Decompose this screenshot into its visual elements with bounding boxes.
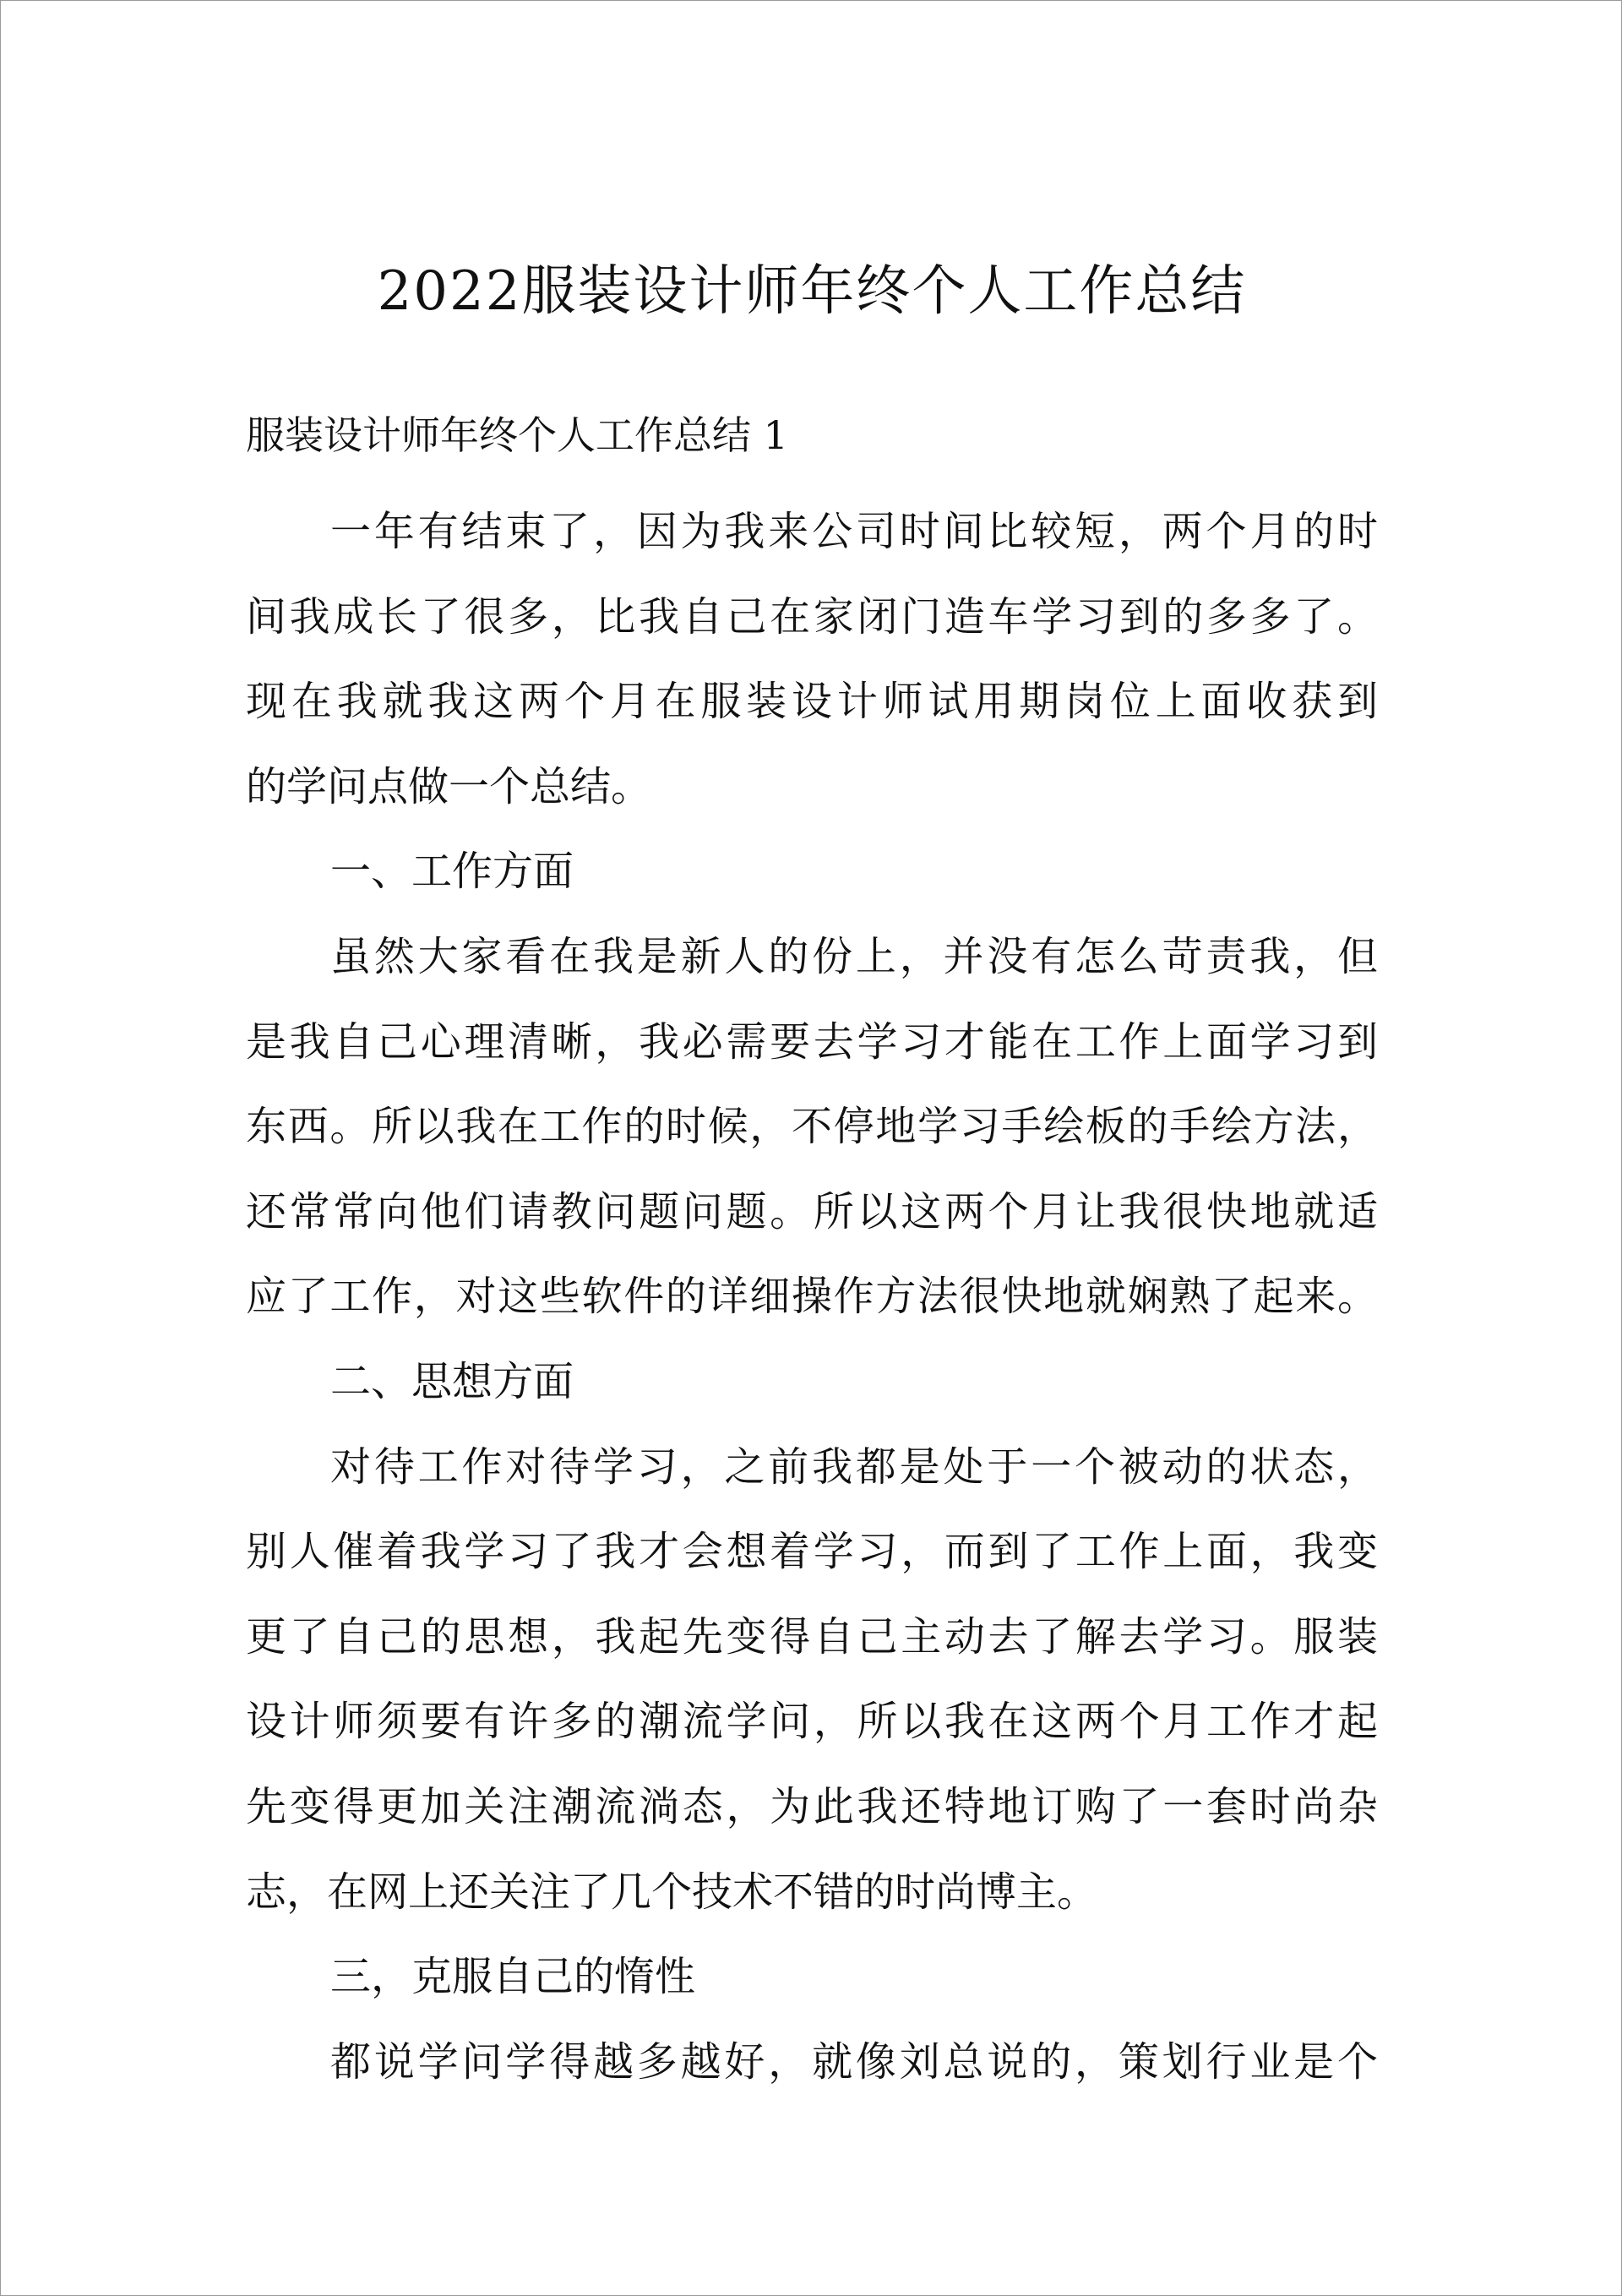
paragraph-line: 都说学问学得越多越好，就像刘总说的，策划行业是个 <box>330 2037 1378 2086</box>
document-body <box>246 489 1378 2104</box>
section-heading: 三，克服自己的惰性 <box>330 1953 696 2001</box>
paragraph-line: 东西。所以我在工作的时候，不停地学习手绘板的手绘方法， <box>246 1103 1378 1151</box>
section-heading: 二、思想方面 <box>330 1357 574 1405</box>
paragraph-line: 是我自己心理清晰，我必需要去学习才能在工作上面学习到 <box>246 1017 1378 1066</box>
document-title: 2022服装设计师年终个人工作总结 <box>377 260 1247 323</box>
paragraph-line: 先变得更加关注潮流淌态，为此我还特地订购了一套时尚杂 <box>246 1782 1378 1830</box>
paragraph-line: 还常常向他们请教问题问题。所以这两个月让我很快地就适 <box>246 1187 1378 1235</box>
paragraph-line: 志，在网上还关注了几个技术不错的时尚博主。 <box>246 1868 1098 1916</box>
paragraph-line: 间我成长了很多，比我自己在家闭门造车学习到的多多了。 <box>246 592 1378 641</box>
paragraph-line: 一年有结束了，因为我来公司时间比较短，两个月的时 <box>330 508 1378 555</box>
paragraph-line: 别人催着我学习了我才会想着学习，而到了工作上面，我变 <box>246 1528 1378 1576</box>
paragraph-line: 现在我就我这两个月在服装设计师试用期岗位上面收获到 <box>246 678 1378 726</box>
paragraph-line: 设计师须要有许多的潮流学问，所以我在这两个月工作才起 <box>246 1698 1378 1746</box>
section-heading: 一、工作方面 <box>330 848 574 896</box>
paragraph-line: 对待工作对待学习，之前我都是处于一个被动的状态， <box>330 1442 1378 1491</box>
document-subtitle: 服装设计师年终个人工作总结 1 <box>246 412 788 458</box>
paragraph-line: 更了自己的思想，我起先变得自己主动去了解去学习。服装 <box>246 1612 1378 1661</box>
paragraph-line: 虽然大家看在我是新人的份上，并没有怎么苛责我，但 <box>330 932 1378 980</box>
paragraph-line: 的学问点做一个总结。 <box>246 762 652 810</box>
paragraph-line: 应了工作，对这些软件的详细操作方法很快地就娴熟了起来。 <box>246 1273 1378 1321</box>
